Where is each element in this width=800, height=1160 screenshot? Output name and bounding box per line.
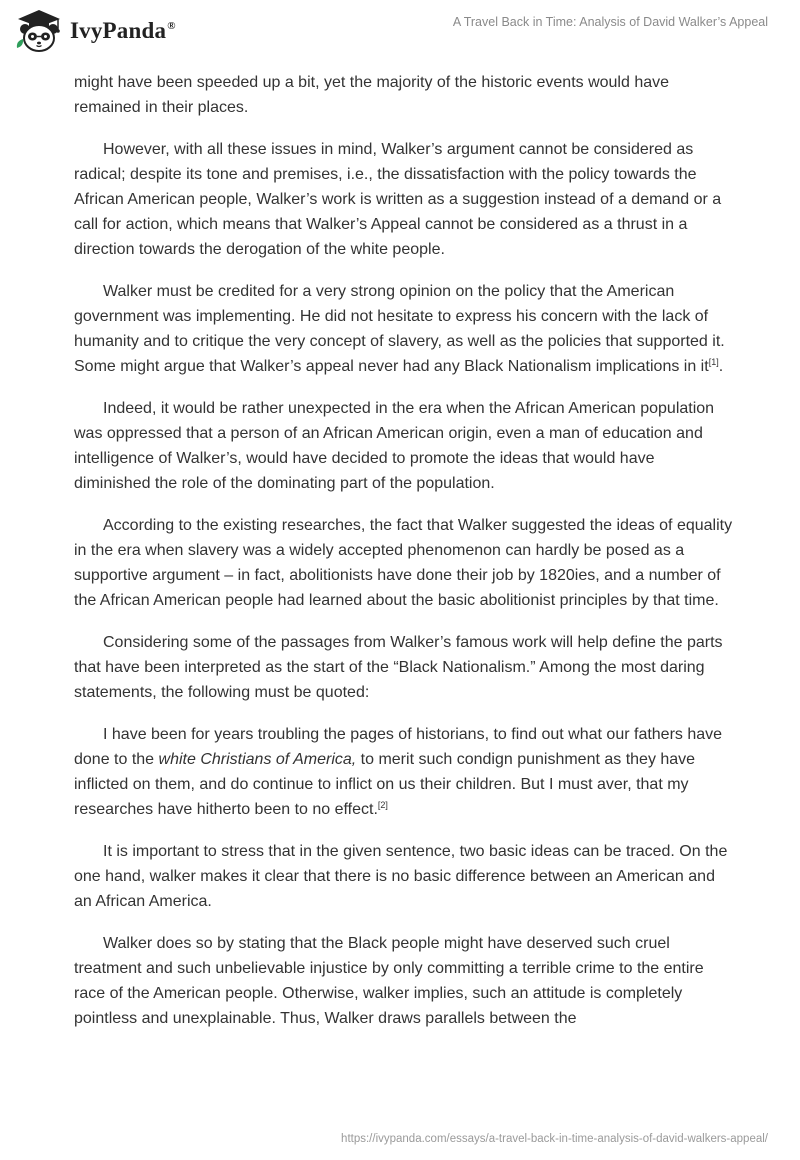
paragraph: might have been speeded up a bit, yet the majority of the historic events would have remained in their places. xyxy=(74,74,670,116)
footnote-ref[interactable]: [2] xyxy=(377,800,388,810)
paragraph: Indeed, it would be rather unexpected in the era when the African American population was oppressed that a person of an African American origin, even a man of education and intelligence of Walker’s, would have decided to promote the ideas that would have diminished the role of the dominating part of the population. xyxy=(74,400,715,492)
block-quote: I have been for years troubling the pages of historians, to find out what our fathers have done to the white Christians of America, to merit such condign punishment as they have inflicted on them, and do continue to inflict on us their children. But I must aver, that my researches have hitherto been to no effect.[2] xyxy=(74,726,723,818)
paragraph: Walker must be credited for a very strong opinion on the policy that the American government was implementing. He did not hesitate to express his concern with the lack of humanity and to critique the very concept of slavery, as well as the policies that supported it. Some might argue that Walker’s appeal never had any Black Nationalism implications in it[1]. xyxy=(74,283,725,375)
page-header xyxy=(0,0,800,62)
ivypanda-logo[interactable] xyxy=(14,8,176,54)
essay-body xyxy=(74,70,734,1048)
paragraph: Walker does so by stating that the Black people might have deserved such cruel treatment and such unbelievable injustice by only committing a terrible crime to the entire race of the American people. Otherwise, walker implies, such an attitude is completely pointless and unexplainable. Thus, Walker draws parallels between the xyxy=(74,935,704,1027)
paragraph: However, with all these issues in mind, Walker’s argument cannot be considered as radical; despite its tone and premises, i.e., the dissatisfaction with the policy towards the African American people, Walker’s work is written as a suggestion instead of a demand or a call for action, which means that Walker’s Appeal cannot be considered as a thrust in a direction towards the derogation of the white people. xyxy=(74,141,722,258)
paragraph: It is important to stress that in the given sentence, two basic ideas can be traced. On the one hand, walker makes it clear that there is no basic difference between an American and an African America. xyxy=(74,843,728,910)
source-url[interactable]: https://ivypanda.com/essays/a-travel-back-in-time-analysis-of-david-walkers-appeal/ xyxy=(341,1133,768,1145)
quote-emphasis: white Christians of America, xyxy=(158,751,357,768)
document-title: A Travel Back in Time: Analysis of David Walker’s Appeal xyxy=(452,15,768,29)
panda-graduate-icon xyxy=(14,8,64,54)
paragraph: Considering some of the passages from Walker’s famous work will help define the parts that have been interpreted as the start of the “Black Nationalism.” Among the most daring statements, the following must be quoted: xyxy=(74,634,723,701)
paragraph: According to the existing researches, the fact that Walker suggested the ideas of equality in the era when slavery was a widely accepted phenomenon can hardly be posed as a supportive argument – in fact, abolitionists have done their job by 1820ies, and a number of the African American people had learned about the basic abolitionist principles by that time. xyxy=(74,517,733,609)
brand-name: IvyPanda® xyxy=(70,18,176,43)
footnote-ref[interactable]: [1] xyxy=(708,357,719,367)
